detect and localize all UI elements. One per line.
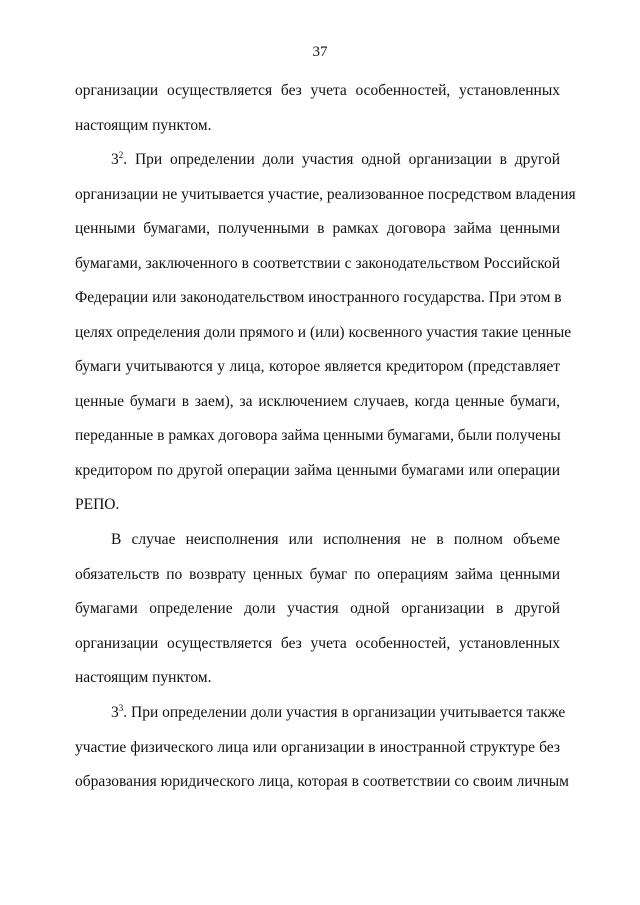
text-line: Федерации или законодательством иностранного государства. При этом в (75, 289, 562, 306)
page-number: 37 (312, 44, 328, 60)
text-line-content: . При определении доли участия в организации учитывается также (123, 704, 566, 721)
text-line: ценные бумаги в заем), за исключением случаев, когда ценные бумаги, (75, 392, 560, 410)
text-line: переданные в рамках договора займа ценными бумагами, были получены (75, 427, 561, 444)
text-line: организации не учитывается участие, реализованное посредством владения (75, 185, 576, 203)
text-line: образования юридического лица, которая в соответствии со своим личным (75, 773, 569, 790)
paragraph-loan-default (75, 523, 560, 696)
text-line: настоящим пунктом. (75, 669, 212, 686)
paragraph-continuation (75, 74, 560, 143)
item-number-superscript: 2 (118, 149, 124, 160)
text-line-content: . При определении доли участия одной организации в другой (123, 151, 560, 168)
text-line: участие физического лица или организации в иностранной структуре без (75, 738, 560, 756)
text-line: целях определения доли прямого и (или) косвенного участия такие ценные (75, 323, 572, 341)
item-number: 3 (111, 704, 119, 721)
text-line: бумагами определение доли участия одной организации в другой (75, 600, 560, 617)
text-line: РЕПО. (75, 496, 120, 513)
item-number-superscript: 3 (118, 702, 124, 713)
text-line: кредитором по другой операции займа ценными бумагами или операции (75, 461, 560, 479)
text-line: настоящим пунктом. (75, 116, 212, 134)
text-line: бумаги учитываются у лица, которое является кредитором (представляет (75, 358, 560, 375)
text-line: обязательств по возврату ценных бумаг по операциям займа ценными (75, 565, 560, 583)
item-number: 3 (111, 151, 119, 168)
text-line: организации осуществляется без учета особенностей, установленных (75, 634, 560, 652)
paragraph-item-3-3 (75, 696, 569, 800)
text-line: бумагами, заключенного в соответствии с законодательством Российской (75, 254, 560, 272)
text-line: организации осуществляется без учета особенностей, установленных (75, 82, 560, 99)
text-line: В случае неисполнения или исполнения не в полном объеме (111, 531, 560, 548)
text-line: ценными бумагами, полученными в рамках договора займа ценными (75, 220, 560, 237)
text-line (75, 143, 560, 178)
text-line (75, 696, 566, 731)
paragraph-item-3-2 (75, 143, 576, 523)
